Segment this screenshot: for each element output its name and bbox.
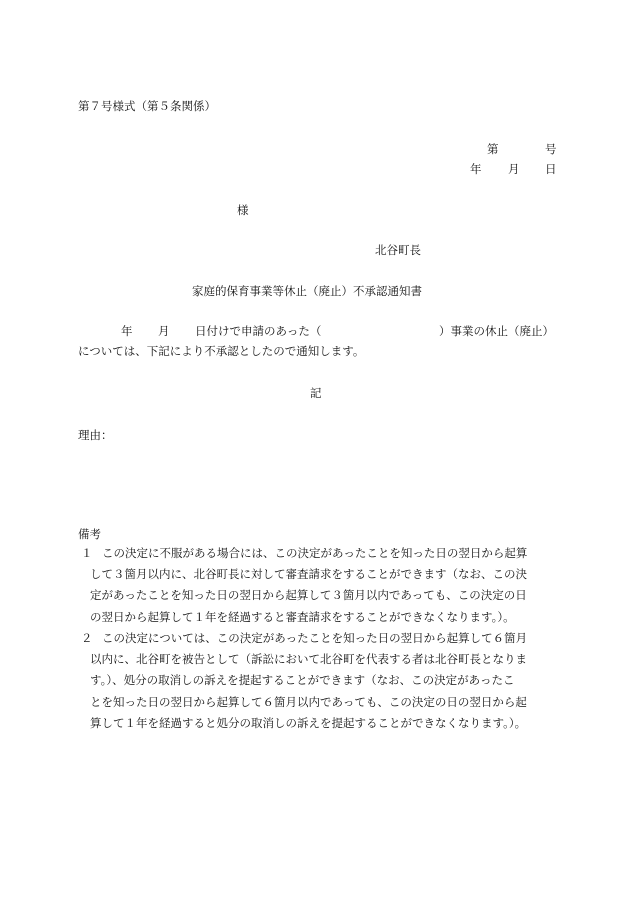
reason-label: 理由： xyxy=(78,428,113,442)
date-month: 月 xyxy=(508,162,520,176)
addressee-suffix: 様 xyxy=(237,203,249,217)
remarks-item-body xyxy=(90,628,560,734)
remarks-item-line: この決定については、この決定があったことを知った日の翌日から起算して６箇月 xyxy=(102,631,528,645)
body-line-2: については、下記により不承認としたので通知します。 xyxy=(78,344,365,358)
remarks-item-line: す。）、処分の取消しの訴えを提起することができます（なお、この決定があったこ xyxy=(90,673,515,688)
date-year: 年 xyxy=(470,162,482,176)
remarks-item-number: １ xyxy=(81,546,93,560)
doc-number-prefix: 第 xyxy=(487,142,499,156)
remarks-item-line: の翌日から起算して１年を経過すると審査請求をすることができなくなります。）。 xyxy=(90,609,515,624)
remarks-item-line: して３箇月以内に、北谷町長に対して審査請求をすることができます（なお、この決 xyxy=(90,567,527,582)
body-month: 月 xyxy=(158,324,170,338)
remarks-item-body xyxy=(90,543,560,628)
doc-number-suffix: 号 xyxy=(545,142,557,156)
remarks-item-line: 定があったことを知った日の翌日から起算して３箇月以内であっても、この決定の日 xyxy=(90,588,527,603)
form-label: 第７号様式（第５条関係） xyxy=(78,99,216,113)
body-text-close: ）事業の休止（廃止） xyxy=(439,324,554,338)
body-text-after-date: 日付けで申請のあった（ xyxy=(195,324,322,338)
remarks-item-line: この決定に不服がある場合には、この決定があったことを知った日の翌日から起算 xyxy=(102,546,528,560)
document-title: 家庭的保育事業等休止（廃止）不承認通知書 xyxy=(192,284,422,298)
body-year: 年 xyxy=(121,324,133,338)
remarks-item-line: 算して１年を経過すると処分の取消しの訴えを提起することができなくなります。）。 xyxy=(90,715,527,730)
remarks-item-line: とを知った日の翌日から起算して６箇月以内であっても、この決定の日の翌日から起 xyxy=(90,694,527,709)
remarks-item-line: 以内に、北谷町を被告として（訴訟において北谷町を代表する者は北谷町長となりま xyxy=(90,652,527,667)
remarks-heading: 備考 xyxy=(78,527,101,541)
date-day: 日 xyxy=(545,162,557,176)
ki-marker: 記 xyxy=(310,386,322,400)
issuer: 北谷町長 xyxy=(375,243,421,257)
remarks-item-number: ２ xyxy=(81,631,93,645)
